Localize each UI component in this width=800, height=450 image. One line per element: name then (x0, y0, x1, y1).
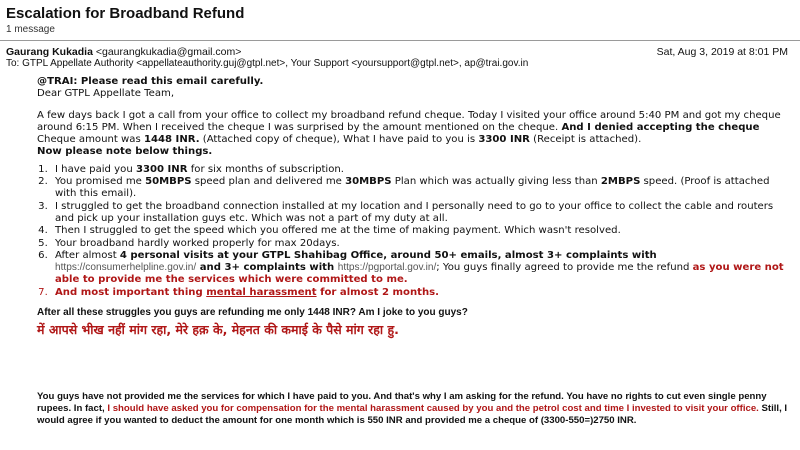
message-count: 1 message (6, 24, 55, 35)
sender-line (6, 46, 241, 58)
complaint-list (37, 164, 787, 299)
greeting: Dear GTPL Appellate Team, (37, 88, 175, 100)
list-item: 2. You promised me 50MBPS speed plan and delivered me 30MBPS Plan which was actually giving less than 2MBPS speed. (Proof is attached with this email). (51, 176, 787, 201)
paragraph-intro: A few days back I got a call from your office to collect my broadband refund cheque. Today I visited your office around 5:40 PM and got my cheque around 6:15 PM. When I received the cheque I was surprised by the amount mentioned on the cheque. And I denied accepting the cheque (37, 109, 781, 133)
hindi-line: में आपसे भीख नहीं मांग रहा, मेरे हक़ के, मेहनत की कमाई के पैसे मांग रहा हु. (37, 322, 399, 338)
list-item: 3. I struggled to get the broadband connection installed at my location and I personally need to go to your office to collect the cable and routers and pick up your installation guys etc. Which was not a part of my duty at all. (51, 201, 787, 226)
list-item: 7. And most important thing mental harassment for almost 2 months. (51, 287, 787, 299)
sender-name: Gaurang Kukadia (6, 46, 93, 58)
list-item: 1. I have paid you 3300 INR for six months of subscription. (51, 164, 787, 176)
pgportal-link[interactable]: https://pgportal.gov.in/ (337, 262, 437, 274)
list-item: 4. Then I struggled to get the speed which you offered me at the time of making payment. Which wasn't resolved. (51, 225, 787, 237)
email-subject: Escalation for Broadband Refund (6, 5, 245, 22)
note-heading: Now please note below things. (37, 146, 213, 158)
consumerhelpline-link[interactable]: https://consumerhelpline.gov.in/ (55, 262, 197, 274)
question-line: After all these struggles you guys are refunding me only 1448 INR? Am I joke to you guys? (37, 307, 468, 319)
paragraph-amount: Cheque amount was 1448 INR. (Attached copy of cheque), What I have paid to you is 3300 INR (Receipt is attached). (37, 134, 642, 146)
email-body (37, 76, 787, 338)
header-divider (0, 40, 800, 41)
sender-email[interactable]: <gaurangkukadia@gmail.com> (95, 46, 242, 58)
recipients-line: To: GTPL Appellate Authority <appellateauthority.guj@gtpl.net>, Your Support <yoursupport@gtpl.net>, ap@trai.gov.in (6, 58, 529, 69)
trai-notice: @TRAI: Please read this email carefully. (37, 76, 264, 87)
list-item: 5. Your broadband hardly worked properly for max 20days. (51, 238, 787, 250)
email-date: Sat, Aug 3, 2019 at 8:01 PM (656, 46, 788, 58)
closing-paragraph: You guys have not provided me the services for which I have paid to you. And that's why I am asking for the refund. You have no rights to cut even single penny rupees. In fact, I should have asked you for compensation for the mental harassment caused by you and the petrol cost and time I invested to visit your office. Still, I would agree if you wanted to deduct the amount for one month which is 550 INR and provided me a cheque of (3300-550=)2750 INR. (37, 391, 788, 426)
list-item: 6. After almost 4 personal visits at your GTPL Shahibag Office, around 50+ emails, almost 3+ complaints with https://consumerhelpline.gov.in/ and 3+ complaints with https://pgportal.gov.in/; You guys finally agreed to provide me the refund as you were not able to provide me the services which were committed to me. (51, 250, 787, 287)
